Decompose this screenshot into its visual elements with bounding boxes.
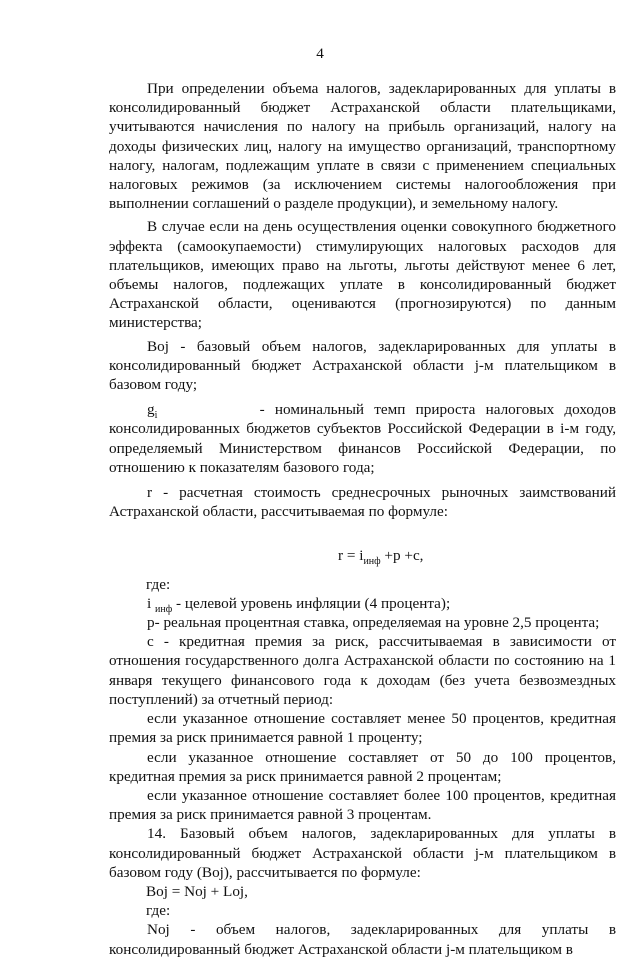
formula-r: [109, 546, 616, 568]
formula-r-left: r = i: [338, 547, 364, 565]
gi-symbol: g: [147, 401, 155, 419]
paragraph-noj-definition: Noj - объем налогов, задекларированных для уплаты в консолидированный бюджет Астраханской области j-м плательщиком в: [109, 921, 616, 958]
formula-boj: Boj = Noj + Loj,: [146, 882, 248, 900]
i-symbol: i: [147, 594, 152, 612]
formula-r-sub: инф: [363, 556, 381, 568]
paragraph-section-14: 14. Базовый объем налогов, задекларированных для уплаты в консолидированный бюджет Астраханской области j-м плательщиком в базовом году (Boj), рассчитывается по формуле:: [109, 825, 616, 881]
paragraph-r-definition: r - расчетная стоимость среднесрочных рыночных заимствований Астраханской области, рассчитываемая по формуле:: [109, 484, 616, 521]
paragraph-premium-1: если указанное отношение составляет менее 50 процентов, кредитная премия за риск принимается равной 1 проценту;: [109, 710, 616, 747]
where-label-2: где:: [146, 902, 171, 920]
paragraph-tax-volume: При определении объема налогов, задекларированных для уплаты в консолидированный бюджет Астраханской области плательщиками, учитываются начисления по налогу на прибыль организаций, налогу на доходы физических лиц, налогу на имущество организаций, транспортному налогу, налогам, подлежащим уплате в связи с применением специальных налоговых режимов (за исключением системы налогообложения при выполнении соглашений о разделе продукции), и земельному налогу.: [109, 80, 616, 213]
document-body: [109, 79, 616, 959]
paragraph-premium-3: если указанное отношение составляет более 100 процентов, кредитная премия за риск принимается равной 3 процентам.: [109, 786, 616, 824]
formula-r-right: +p +c,: [380, 547, 424, 565]
paragraph-real-rate: р- реальная процентная ставка, определяемая на уровне 2,5 процента;: [147, 614, 600, 632]
inflation-text: - целевой уровень инфляции (4 процента);: [172, 594, 451, 612]
paragraph-benefits-duration: В случае если на день осуществления оценки совокупного бюджетного эффекта (самоокупаемости) стимулирующих налоговых расходов для плательщиков, имеющих право на льготы, льготы действуют менее 6 лет, объемы налогов, подлежащих уплате в консолидированный бюджет Астраханской области, оцениваются (прогнозируются) по данным министерства;: [109, 218, 616, 332]
paragraph-boj-definition: Boj - базовый объем налогов, задекларированных для уплаты в консолидированный бюджет Астраханской области j-м плательщиком в базовом году;: [109, 337, 616, 394]
i-subscript: инф: [155, 603, 173, 615]
where-label: где:: [146, 575, 171, 593]
paragraph-inflation: [109, 594, 616, 613]
page-number: 4: [316, 45, 324, 62]
paragraph-credit-premium: с - кредитная премия за риск, рассчитываемая в зависимости от отношения государственного долга Астраханской области по состоянию на 1 января текущего финансового года к доходам (без учета безвозмездных поступлений) за отчетный период:: [109, 633, 616, 708]
gi-text: - номинальный темп прироста налоговых доходов консолидированных бюджетов субъектов Российской Федерации в i-м году, определяемый Министерством финансов Российской Федерации, по отношению к показателям базового года;: [109, 401, 616, 476]
gi-subscript: i: [154, 410, 158, 422]
paragraph-premium-2: если указанное отношение составляет от 50 до 100 процентов, кредитная премия за риск принимается равной 2 процентам;: [109, 748, 616, 785]
paragraph-gi-definition: [109, 400, 616, 477]
